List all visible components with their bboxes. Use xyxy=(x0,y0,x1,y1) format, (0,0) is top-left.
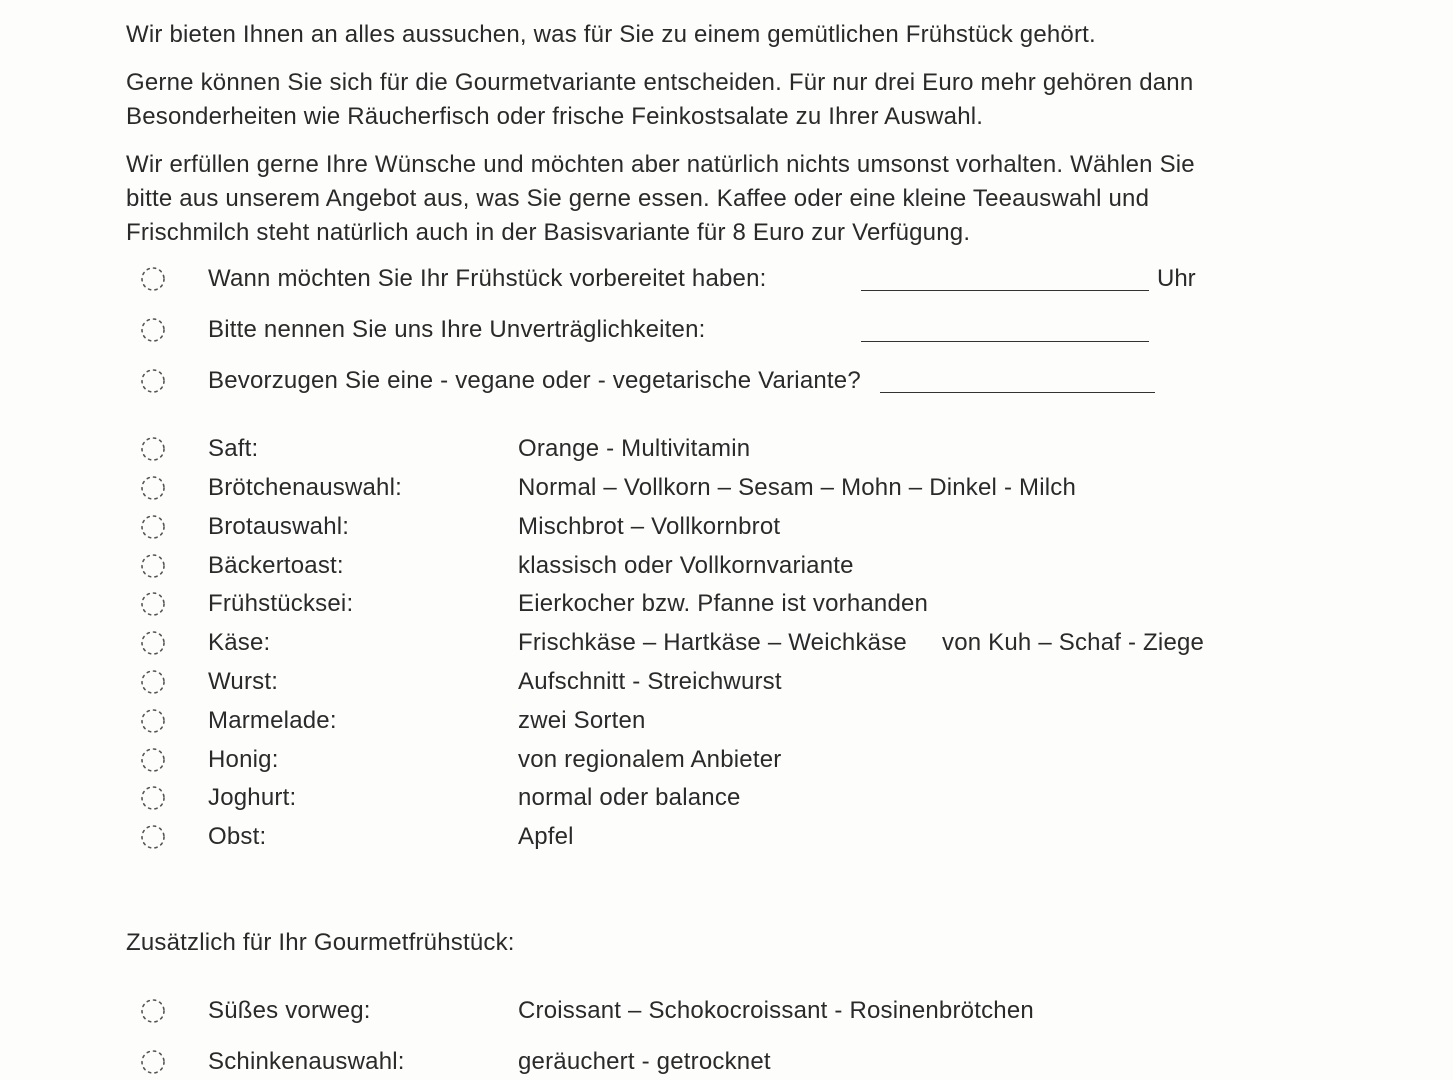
intro-paragraph-2: Gerne können Sie sich für die Gourmetvariante entscheiden. Für nur drei Euro mehr gehören dann Besonderheiten wie Räucherfisch oder frische Feinkostsalate zu Ihrer Auswahl. xyxy=(126,69,1194,130)
checkbox-bullet-icon[interactable] xyxy=(136,783,170,813)
checkbox-bullet-icon[interactable] xyxy=(136,822,170,852)
item-extra-value: von Kuh – Schaf - Ziege xyxy=(942,629,1205,656)
item-label: Joghurt: xyxy=(208,784,297,811)
time-unit: Uhr xyxy=(1157,265,1196,292)
item-value: Eierkocher bzw. Pfanne ist vorhanden xyxy=(518,590,929,617)
item-row xyxy=(0,626,1453,660)
item-label: Marmelade: xyxy=(208,707,337,734)
item-value: zwei Sorten xyxy=(518,707,646,734)
diet-answer-line[interactable] xyxy=(880,392,1155,393)
item-label: Süßes vorweg: xyxy=(208,997,371,1024)
question-intolerances xyxy=(0,313,1453,347)
item-label: Käse: xyxy=(208,629,271,656)
item-value: geräuchert - getrocknet xyxy=(518,1048,771,1075)
item-label: Schinkenauswahl: xyxy=(208,1048,405,1075)
item-row xyxy=(0,743,1453,777)
gourmet-item-row xyxy=(0,1045,1453,1079)
checkbox-bullet-icon[interactable] xyxy=(136,264,170,294)
item-value: Croissant – Schokocroissant - Rosinenbrötchen xyxy=(518,997,1034,1024)
item-value: Orange - Multivitamin xyxy=(518,435,751,462)
question-label: Wann möchten Sie Ihr Frühstück vorbereitet haben: xyxy=(208,265,767,292)
checkbox-bullet-icon[interactable] xyxy=(136,315,170,345)
checkbox-bullet-icon[interactable] xyxy=(136,512,170,542)
checkbox-bullet-icon[interactable] xyxy=(136,434,170,464)
item-label: Brötchenauswahl: xyxy=(208,474,402,501)
gourmet-heading: Zusätzlich für Ihr Gourmetfrühstück: xyxy=(126,929,515,956)
intro-paragraph-1: Wir bieten Ihnen an alles aussuchen, was für Sie zu einem gemütlichen Frühstück gehört. xyxy=(126,21,1096,48)
checkbox-bullet-icon[interactable] xyxy=(136,628,170,658)
checkbox-bullet-icon[interactable] xyxy=(136,473,170,503)
item-label: Obst: xyxy=(208,823,267,850)
item-row xyxy=(0,432,1453,466)
checkbox-bullet-icon[interactable] xyxy=(136,745,170,775)
time-answer-line[interactable] xyxy=(861,290,1149,291)
item-value: von regionalem Anbieter xyxy=(518,746,782,773)
item-value: Normal – Vollkorn – Sesam – Mohn – Dinkel - Milch xyxy=(518,474,1077,501)
intolerances-answer-line[interactable] xyxy=(861,341,1149,342)
item-value: Frischkäse – Hartkäse – Weichkäse xyxy=(518,629,907,656)
item-label: Honig: xyxy=(208,746,279,773)
item-row xyxy=(0,587,1453,621)
intro-paragraph-3: Wir erfüllen gerne Ihre Wünsche und möchten aber natürlich nichts umsonst vorhalten. Wählen Sie bitte aus unserem Angebot aus, was Sie gerne essen. Kaffee oder eine kleine Teeauswahl und Frischmilch steht natürlich auch in der Basisvariante für 8 Euro zur Verfügung. xyxy=(126,151,1195,246)
checkbox-bullet-icon[interactable] xyxy=(136,706,170,736)
checkbox-bullet-icon[interactable] xyxy=(136,667,170,697)
question-label: Bevorzugen Sie eine - vegane oder - vegetarische Variante? xyxy=(208,367,861,394)
item-label: Frühstücksei: xyxy=(208,590,354,617)
item-label: Bäckertoast: xyxy=(208,552,344,579)
checkbox-bullet-icon[interactable] xyxy=(136,366,170,396)
item-row xyxy=(0,549,1453,583)
item-value: Apfel xyxy=(518,823,574,850)
item-row xyxy=(0,704,1453,738)
item-label: Brotauswahl: xyxy=(208,513,350,540)
item-row xyxy=(0,510,1453,544)
question-label: Bitte nennen Sie uns Ihre Unverträglichkeiten: xyxy=(208,316,706,343)
question-breakfast-time xyxy=(0,262,1453,296)
item-row xyxy=(0,820,1453,854)
checkbox-bullet-icon[interactable] xyxy=(136,551,170,581)
question-vegan-vegetarian xyxy=(0,364,1453,398)
item-row xyxy=(0,665,1453,699)
item-row xyxy=(0,471,1453,505)
checkbox-bullet-icon[interactable] xyxy=(136,589,170,619)
gourmet-item-row xyxy=(0,994,1453,1028)
item-value: klassisch oder Vollkornvariante xyxy=(518,552,854,579)
item-value: normal oder balance xyxy=(518,784,741,811)
checkbox-bullet-icon[interactable] xyxy=(136,996,170,1026)
item-label: Saft: xyxy=(208,435,259,462)
item-value: Aufschnitt - Streichwurst xyxy=(518,668,782,695)
checkbox-bullet-icon[interactable] xyxy=(136,1047,170,1077)
item-label: Wurst: xyxy=(208,668,279,695)
item-value: Mischbrot – Vollkornbrot xyxy=(518,513,781,540)
item-row xyxy=(0,781,1453,815)
